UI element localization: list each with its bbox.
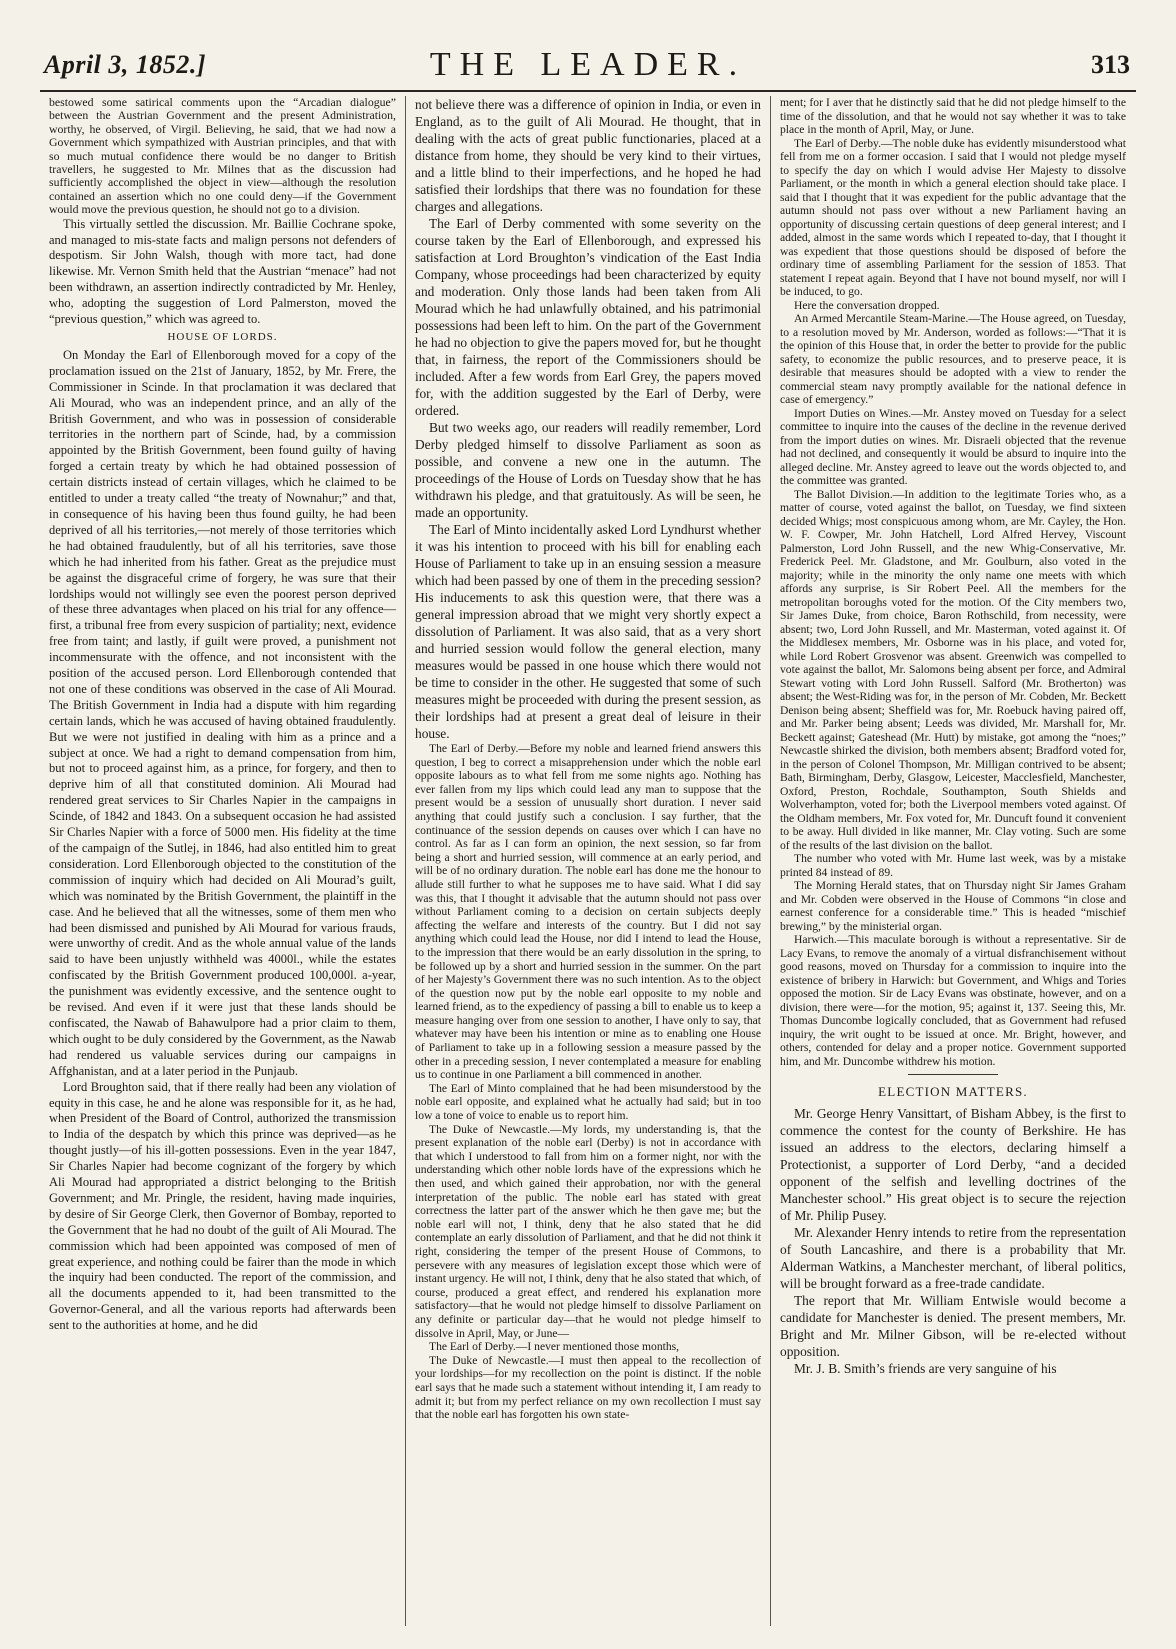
paragraph: On Monday the Earl of Ellenborough moved for a copy of the proclamation issued on the 21st of January, 1852, by Mr. Frere, the Commissioner in Scinde. In that proclamation it was declared that Ali Mourad, who was an independent prince, and an ally of the British Government, and who was in possession of considerable territories in the northern part of Scinde, had, by a commission appointed by the British Government, been found guilty of having forged a certain treaty by which he had obtained possession of certain districts instead of certain villages, which he claimed to be entitled to under a treaty called “the treaty of Nownahur;” and that, in consequence of his having been thus found guilty, he had been deprived of all his territories,—not merely of those territories which he had obtained fraudulently, but of all his territories, save those which he had inherited from his father. Great as the prejudice must be against the disgraceful crime of forgery, he was sure that their lordships would not willingly see even the poorest person deprived of these three advantages when placed on his trial for any offence—first, a tribunal free from every suspicion of partiality; next, evidence free from taint; and lastly, if guilt were proved, a punishment not incommensurate with the offence, and not inconsistent with the position of the accused person. Lord Ellenborough contended that not one of these conditions was observed in the case of Ali Mourad. The British Government in India had a dispute with him regarding certain lands, which he was accused of having obtained fraudulently. But we were not justified in dealing with him as a prince and a subject at once. We had a right to demand compensation from him, but not to proceed against him, as a prince, for forgery, and then to deprive him of all that constituted dominion. Ali Mourad had rendered great services to Sir Charles Napier in the campaigns in Scinde, of 1842 and 1843. On a subsequent occasion he had assisted Sir Charles Napier with a force of 5000 men. His fidelity at the time of the campaign of the Sutlej, in 1846, had also entitled him to great consideration. Lord Ellenborough objected to the constitution of the commission of inquiry which had decided on Ali Mourad’s guilt, which was nominated by the British Government, the plaintiff in the case. And he believed that all the witnesses, some of them men who had been dismissed and punished by Ali Mourad for various frauds, were unworthy of credit. And as the whole annual value of the lands said to have been unjustly withheld was 4000l., while the estates confiscated by the British Government produced 100,000l. a-year, the punishment was evidently excessive, and the sentence ought to be revised. And even if it were just that these lands should be confiscated, the Nawab of Bahawulpore had a prior claim to them, which ought to be duly considered by the Government, as the Nawab had rendered us valuable services during our campaigns in Affghanistan, and at a later period in the Punjaub.	[49, 347, 396, 1078]
paragraph: The Earl of Minto incidentally asked Lord Lyndhurst whether it was his intention to proceed with his bill for enabling each House of Parliament to take up in an ensuing session a measure which had been passed by one of them in the preceding session? His inducements to ask this question were, that there was a general impression abroad that we might very shortly expect a dissolution of Parliament. It was also said, that as a very short and hurried session would follow the general election, many measures would be passed in one house which there would not be time to consider in the other. He suggested that some of such measures might be proceeded with during the present session, as their lordships had at present a great deal of leisure in their house.	[415, 522, 761, 741]
paragraph: The number who voted with Mr. Hume last week, was by a mistake printed 84 instead of 89.	[780, 852, 1126, 879]
paragraph: An Armed Mercantile Steam-Marine.—The House agreed, on Tuesday, to a resolution moved by Mr. Anderson, worded as follows:—“That it is the opinion of this House that, in order the better to provide for the public safety, to economize the public resources, and to preserve peace, it is desirable that measures should be adopted with a view to render the commercial steam navy promptly available for the national defence in case of emergency.”	[780, 312, 1126, 406]
paragraph: The Earl of Derby.—Before my noble and learned friend answers this question, I beg to correct a misapprehension under which the noble earl opposite labours as to what fell from me some nights ago. Nothing has ever fallen from my lips which could lead any man to suppose that the present would be a session of unusually short duration. I never said anything that could justify such a conclusion. I say further, that the continuance of the session depends on causes over which I can have no control. As far as I can form an opinion, the next session, so far from being a short and hurried session, will commence at an early period, and will be of no ordinary duration. The noble earl has done me the honour to allude still further to what he supposes me to have said. What I did say was this, that I thought it advisable that the autumn should not pass over without Parliament coming to a decision on certain subjects deeply affecting the welfare and interests of the country. But I did not say anything which could lead the House, nor did I intend to lead the House, to the impression that there would be an early dissolution in the spring, to be followed up by a short and hurried session in the summer. On the part of her Majesty’s Government there was no such intention. As to the object of the question now put by the noble earl opposite to my noble and learned friend, as to the expediency of passing a bill to enable us to keep a measure hanging over from one session to another, I have only to say, that whatever may have been his intention or mine as to enabling one House of Parliament to take up in a following session a measure passed by the other in a preceding session, I never contemplated a measure for enabling us to continue in one Parliament a bill commenced in another.	[415, 742, 761, 1082]
paragraph: The Morning Herald states, that on Thursday night Sir James Graham and Mr. Cobden were observed in the House of Commons “in close and earnest conference for a considerable time.” This is headed “mischief brewing,” by the ministerial organ.	[780, 879, 1126, 933]
paragraph: Mr. J. B. Smith’s friends are very sanguine of his	[794, 1360, 1057, 1376]
paragraph: The Earl of Derby commented with some severity on the course taken by the Earl of Ellenborough, and expressed his satisfaction at Lord Broughton’s vindication of the East India Company, whose proceedings had been characterized by equity and moderation. Only those lands had been taken from Ali Mourad which he had unlawfully obtained, and his patrimonial possessions had been left to him. On the part of the Government he had no objection to give the papers moved for, but he thought that, in fairness, the report of the Commissioners should be included. After a few words from Earl Grey, the papers moved for, with the addition suggested by the Earl of Derby, were ordered.	[415, 216, 761, 418]
column-1	[40, 96, 405, 1626]
paragraph: Harwich.—This maculate borough is without a representative. Sir de Lacy Evans, to remove the anomaly of a virtual disfranchisement without good reasons, moved on Thursday for a commission to inquire into the existence of bribery in Harwich: but Government, and Whigs and Tories opposed the motion. Sir de Lacy Evans was obstinate, however, and on a division, there were—for the motion, 95; against it, 137. Seeing this, Mr. Thomas Duncombe logically concluded, that as Government had refused inquiry, the writ ought to be issued at once. Mr. Bright, however, and others, contended for delay and a proper notice. Government supported him, and Mr. Duncombe withdrew his motion.	[780, 933, 1126, 1068]
paragraph: Import Duties on Wines.—Mr. Anstey moved on Tuesday for a select committee to inquire into the causes of the decline in the revenue derived from the import duties on wines. Mr. Disraeli objected that the revenue had not declined, and consequently it would be absurd to inquire into the alleged decline. Mr. Anstey agreed to leave out the words objected to, and the committee was granted.	[780, 406, 1126, 487]
paragraph: The Earl of Derby.—The noble duke has evidently misunderstood what fell from me on a former occasion. I said that I would not pledge myself to specify the day on which I would advise Her Majesty to dissolve Parliament, or the month in which a general election should take place. I said that I thought that it was expedient for the public advantage that the autumn should not pass over without a new Parliament having an opportunity of discussing certain questions of deep general interest; and I added, almost in the same words which I repeated to-day, that I thought it was expedient that those questions should be disposed of before the ordinary time of assembling Parliament for the session of 1853. That statement I repeat again. Beyond that I have not bound myself, nor will I be induced, to go.	[780, 136, 1126, 298]
article-columns	[40, 96, 1136, 1626]
newspaper-title: THE LEADER.	[429, 46, 747, 83]
masthead	[40, 44, 1136, 88]
paragraph: ment; for I aver that he distinctly said that he did not pledge himself to the time of the dissolution, and that he would not say whether it was to take place in the month of April, May, or June.	[780, 96, 1126, 136]
column-3	[770, 96, 1135, 1626]
paragraph: Mr. George Henry Vansittart, of Bisham Abbey, is the first to commence the contest for the county of Berkshire. He has issued an address to the electors, declaring himself a Protectionist, a supporter of Lord Derby, “and a decided opponent of the selfish and levelling doctrines of the Manchester school.” His great object is to secure the rejection of Mr. Philip Pusey.	[780, 1105, 1126, 1223]
paragraph: The Ballot Division.—In addition to the legitimate Tories who, as a matter of course, voted against the ballot, on Tuesday, we find sixteen decided Whigs; most conspicuous among whom, are Mr. Cayley, the Hon. W. F. Cowper, Mr. John Hatchell, Lord Alfred Hervey, Viscount Palmerston, Lord John Russell, and the new Whig-Conservative, Mr. Frederick Peel. Mr. Gladstone, and Mr. Goulburn, also voted in the majority; while in the minority the only name one meets with which affords any surprise, is Sir Robert Peel. All the members for the metropolitan boroughs voted for the motion. Of the City members two, Sir James Duke, from choice, Baron Rothschild, from necessity, were absent; two, Lord John Russell, and Mr. Masterman, voted against it. Of the Middlesex members, Mr. Osborne was in his place, and voted for, while Lord Robert Grosvenor was absent. Greenwich was compelled to vote against the ballot, Mr. Salomons being absent per force, and Admiral Stewart voting with Lord John Russell. Salford (Mr. Brotherton) was absent; the West-Riding was for, in the person of Mr. Cobden, Mr. Beckett Denison being absent; Sheffield was for, Mr. Roebuck having paired off, and Mr. Parker being absent; Leeds was divided, Mr. Marshall for, Mr. Beckett against; Gateshead (Mr. Hutt) by mistake, got among the “noes;” Newcastle shirked the division, both members absent; Bradford voted for, in the person of Colonel Thompson, Mr. Milligan contrived to be absent; Bath, Birmingham, Derby, Glasgow, Leicester, Macclesfield, Manchester, Oxford, Preston, Rochdale, Southampton, South Shields and Wolverhampton, voted for; both the Liverpool members voted against. Of the Oldham members, Mr. Fox voted for, Mr. Duncuft found it convenient to be away. Hull divided in like manner, Mr. Clay voting. Such are some of the results of the last division on the ballot.	[780, 487, 1126, 852]
section-heading-house-of-lords: HOUSE OF LORDS.	[167, 331, 278, 343]
paragraph: bestowed some satirical comments upon the “Arcadian dialogue” between the Austrian Government and the present Administration, worthy, he observed, of Virgil. Believing, he said, that we had now a Government which sympathized with Austrian principles, and that with so much mutual confidence there would be no danger to British travellers, he suggested to Mr. Milnes that as the discussion had sufficiently accomplished the object in view—although the resolution contained an assertion which no one could deny—if the Government would move the previous question, he should not go to a division.	[49, 96, 396, 217]
paragraph: not believe there was a difference of opinion in India, or even in England, as to the guilt of Ali Mourad. He thought, that in dealing with the acts of great public functionaries, placed at a distance from home, they should be very kind to their virtues, and a little blind to their imperfections, and he hoped he had satisfied their lordships that there was no foundation for these charges and allegations.	[415, 97, 761, 214]
paragraph: But two weeks ago, our readers will readily remember, Lord Derby pledged himself to dissolve Parliament as soon as possible, and convene a new one in the autumn. The proceedings of the House of Lords on Tuesday show that he has withdrawn his pledge, and that gratuitously. As will be seen, he made an opportunity.	[415, 420, 761, 520]
paragraph: Mr. Alexander Henry intends to retire from the representation of South Lancashire, and there is a probability that Mr. Alderman Watkins, a Manchester merchant, of liberal politics, will be brought forward as a free-trade candidate.	[780, 1224, 1126, 1291]
section-heading-election-matters: ELECTION MATTERS.	[878, 1084, 1028, 1099]
section-divider	[908, 1074, 998, 1075]
paragraph: Lord Broughton said, that if there really had been any violation of equity in this case, he and he alone was responsible for it, as he had, when President of the Board of Control, authorized the transmission to India of the despatch by which this prince was deprived—as he thought justly—of his ill-gotten possessions. Even in the year 1847, Sir Charles Napier had become cognizant of the forgery by which Ali Mourad had appropriated a district belonging to the British Government; and Mr. Pringle, the resident, having made inquiries, by desire of Sir George Clerk, then Governor of Bombay, reported to the Government that he had no doubt of the guilt of Ali Mourad. The commission which had been appointed was composed of men of great experience, and nothing could be fairer than the mode in which the inquiry had been conducted. The report of the commission, and all the documents appended to it, had been transmitted to the Governor-General, and all the various reports had afterwards been sent to the authorities at home, and he did	[49, 1079, 396, 1333]
paragraph: Here the conversation dropped.	[794, 298, 940, 312]
paragraph: The Duke of Newcastle.—I must then appeal to the recollection of your lordships—for my recollection on the point is distinct. If the noble earl says that he made such a statement without intending it, I am ready to admit it; but from my perfect reliance on my own recollection I must say that the noble earl has forgotten his own state-	[415, 1353, 761, 1422]
paragraph: The Duke of Newcastle.—My lords, my understanding is, that the present explanation of the noble earl (Derby) is not in accordance with that which I understood to fall from him on a former night, nor with the understanding which other noble lords have of the expressions which he then used, and which gained their approbation, nor with the general interpretation of the public. The noble earl has stated with great correctness the latter part of the answer which he then gave me; but the noble earl will not, I think, deny that he also stated that he did contemplate an early dissolution of Parliament, and that he did not think it right, considering the temper of the present House of Commons, to persevere with any measures of legislation except those which were of instant urgency. He will not, I think, deny that he also stated that which, of course, produced a great effect, and rendered his explanation more satisfactory—that he would not pledge himself to dissolve Parliament on any definite or particular day—that he would not pledge himself to dissolve in April, May, or June—	[415, 1122, 761, 1340]
paragraph: The Earl of Derby.—I never mentioned those months,	[429, 1340, 680, 1354]
issue-date: April 3, 1852.]	[44, 50, 207, 79]
paragraph: The report that Mr. William Entwisle would become a candidate for Manchester is denied. The present members, Mr. Bright and Mr. Milner Gibson, will be re-elected without opposition.	[780, 1292, 1126, 1359]
page-number: 313	[1091, 50, 1130, 79]
masthead-rule	[40, 90, 1136, 92]
column-2	[405, 96, 770, 1626]
paragraph: This virtually settled the discussion. Mr. Baillie Cochrane spoke, and managed to mis-state facts and malign persons not defenders of despotism. Sir John Walsh, though with more tact, had done likewise. Mr. Vernon Smith held that the Austrian “menace” had not been withdrawn, an assertion indirectly contradicted by Mr. Henley, who, adopting the suggestion of Lord Palmerston, moved the “previous question,” which was agreed to.	[49, 216, 396, 327]
paragraph: The Earl of Minto complained that he had been misunderstood by the noble earl opposite, and explained what he actually had said; but in too low a tone of voice to enable us to report him.	[415, 1081, 761, 1123]
